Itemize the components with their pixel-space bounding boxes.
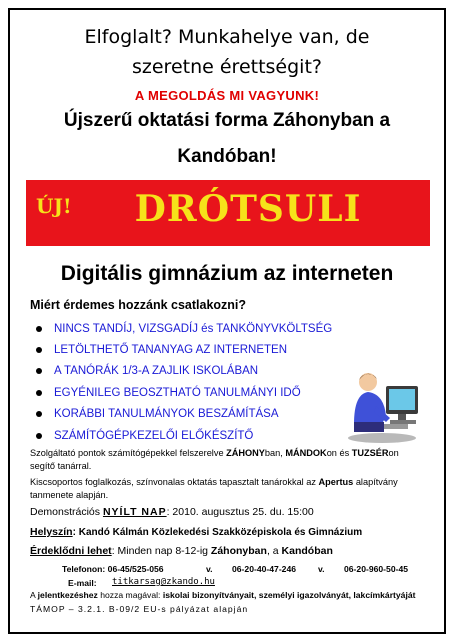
inquiry-line: Érdeklődni lehet: Minden nap 8-12-ig Záhonyban, a Kandóban (30, 545, 333, 557)
bullet-icon (36, 411, 42, 417)
list-item: LETÖLTHETŐ TANANYAG AZ INTERNETEN (36, 339, 396, 360)
headline-line-4: Kandóban! (177, 146, 277, 167)
list-item: KORÁBBI TANULMÁNYOK BESZÁMÍTÁSA (36, 404, 396, 425)
bullet-icon (36, 326, 42, 332)
service-points-text: Szolgáltató pontok számítógépekkel felszerelve ZÁHONYban, MÁNDOKon és TUZSÉRon segítő tanárral. (30, 448, 399, 471)
subtitle: Digitális gimnázium az interneten (60, 262, 394, 285)
person-at-computer-icon (346, 364, 426, 444)
new-label: ÚJ! (36, 194, 72, 218)
bullet-icon (36, 368, 42, 374)
tagline: A MEGOLDÁS MI VAGYUNK! (134, 88, 320, 103)
bullet-icon (36, 433, 42, 439)
small-groups-text: Kiscsoportos foglalkozás, színvonalas oktatás tapasztalt tanárokkal az Apertus alapítvány tanmenete alapján. (30, 477, 398, 500)
headline-line-1: Elfoglalt? Munkahelye van, de (84, 26, 370, 48)
list-item: SZÁMÍTÓGÉPKEZELŐI ELŐKÉSZÍTŐ (36, 425, 396, 446)
bullet-icon (36, 347, 42, 353)
bullet-icon (36, 390, 42, 396)
list-item: A TANÓRÁK 1/3-A ZAJLIK ISKOLÁBAN (36, 361, 396, 382)
phone-separator-1: v. (206, 564, 213, 574)
headline-line-3: Újszerű oktatási forma Záhonyban a (63, 110, 391, 131)
phone-line: Telefonon: 06-45/525-056 (62, 564, 164, 574)
benefits-list (36, 318, 396, 446)
list-item: NINCS TANDÍJ, VIZSGADÍJ és TANKÖNYVKÖLTSÉG (36, 318, 396, 339)
question: Miért érdemes hozzánk csatlakozni? (30, 298, 247, 312)
footer-note: TÁMOP – 3.2.1. B-09/2 EU-s pályázat alapján (30, 604, 249, 614)
phone-number-2: 06-20-40-47-246 (232, 564, 297, 574)
open-day-line: Demonstrációs NYÍLT NAP: 2010. augusztus 25. du. 15:00 (30, 506, 314, 518)
banner-title: DRÓTSULI (134, 188, 362, 230)
email-label: E-mail: (68, 578, 97, 588)
email-link[interactable]: titkarsag@zkando.hu (112, 577, 215, 587)
venue-line: Helyszín: Kandó Kálmán Közlekedési Szakközépiskola és Gimnázium (30, 526, 363, 538)
phone-number-3: 06-20-960-50-45 (344, 564, 409, 574)
list-item: EGYÉNILEG BEOSZTHATÓ TANULMÁNYI IDŐ (36, 382, 396, 403)
phone-separator-2: v. (318, 564, 325, 574)
drotsuli-banner (26, 180, 430, 246)
headline-line-2: szeretne érettségit? (132, 56, 322, 78)
application-text: A jelentkezéshez hozza magával: iskolai bizonyítványait, személyi igazolványát, lakcímkártyáját (30, 590, 416, 600)
